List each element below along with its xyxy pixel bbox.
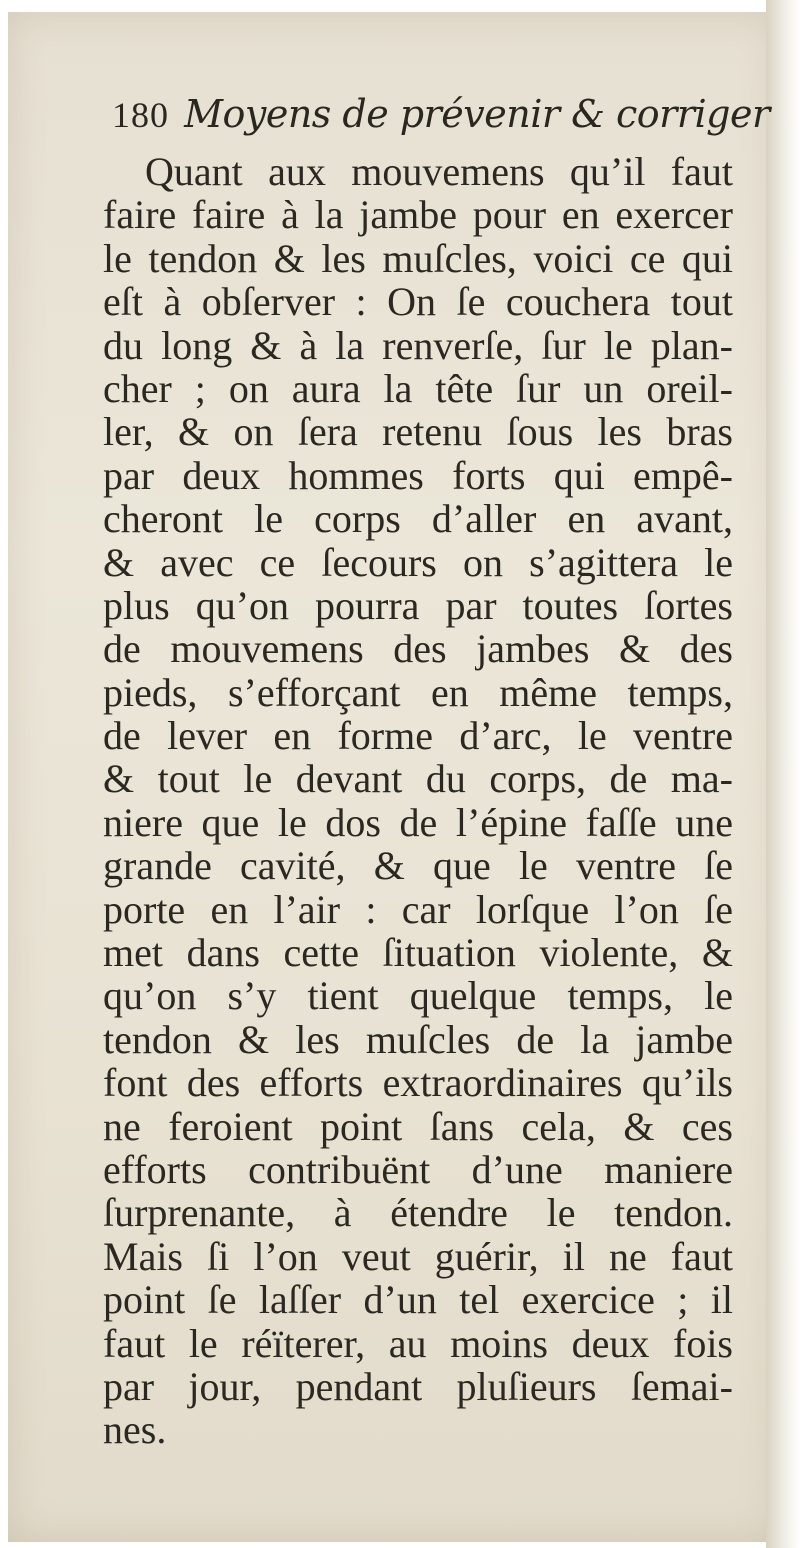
text-line: le tendon & les muſcles, voici ce qui [103, 235, 733, 281]
text-line: du long & à la renverſe, ſur le plan- [103, 322, 733, 368]
text-line: tendon & les muſcles de la jambe [103, 1016, 733, 1062]
text-line: pieds, s’efforçant en même temps, [103, 669, 733, 715]
text-line: de mouvemens des jambes & des [103, 626, 733, 672]
text-line: Quant aux mouvemens qu’il faut [145, 149, 733, 194]
text-line: faut le réïterer, au moins deux fois [103, 1320, 733, 1366]
text-line: par jour, pendant pluſieurs ſemai- [103, 1363, 733, 1409]
page-edge [766, 0, 800, 1548]
text-line: cheront le corps d’aller en avant, [103, 496, 733, 542]
text-line: & tout le devant du corps, de ma- [103, 756, 733, 802]
text-line: faire faire à la jambe pour en exercer [103, 192, 733, 238]
text-line: qu’on s’y tient quelque temps, le [103, 973, 733, 1019]
text-line: par deux hommes forts qui empê- [103, 452, 733, 498]
running-header [112, 92, 770, 152]
text-line: ne feroient point ſans cela, & ces [103, 1103, 733, 1149]
text-line: de lever en forme d’arc, le ventre [103, 713, 733, 759]
text-line: porte en l’air : car lorſque l’on ſe [103, 886, 733, 932]
text-line: grande cavité, & que le ventre ſe [103, 843, 733, 889]
text-line: ler, & on ſera retenu ſous les bras [103, 409, 733, 455]
page-number: 180 [112, 95, 169, 135]
running-title: Moyens de prévenir & corriger [184, 92, 770, 136]
text-line: nes. [103, 1407, 167, 1453]
text-line: efforts contribuënt d’une maniere [103, 1146, 733, 1192]
text-line: point ſe laſſer d’un tel exercice ; il [103, 1277, 733, 1323]
text-line: font des efforts extraordinaires qu’ils [103, 1060, 733, 1106]
text-line: ſurprenante, à étendre le tendon. [103, 1190, 733, 1236]
text-line: niere que le dos de l’épine faſſe une [103, 799, 733, 845]
body-text [103, 150, 733, 1452]
text-line: & avec ce ſecours on s’agittera le [103, 539, 733, 585]
text-line: met dans cette ſituation violente, & [103, 930, 733, 976]
text-line: plus qu’on pourra par toutes ſortes [103, 582, 733, 628]
text-line: Mais ſi l’on veut guérir, il ne faut [103, 1233, 733, 1279]
text-line: cher ; on aura la tête ſur un oreil- [103, 365, 733, 411]
text-line: eſt à obſerver : On ſe couchera tout [103, 279, 733, 325]
